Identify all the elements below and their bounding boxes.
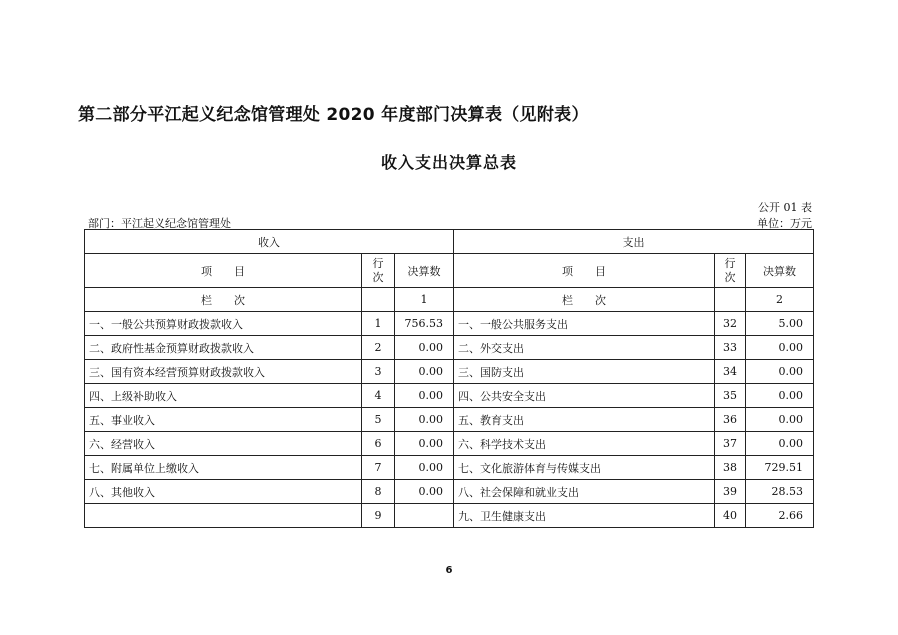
income-item-header: 项 目	[85, 254, 362, 288]
expense-item-cell: 三、国防支出	[454, 360, 715, 384]
expense-line-header: 行次	[715, 254, 746, 288]
table-row	[85, 312, 814, 336]
column-number-row	[85, 288, 814, 312]
income-line-cell: 1	[362, 312, 395, 336]
expense-amount-cell: 729.51	[746, 456, 814, 480]
empty-cell	[715, 288, 746, 312]
expense-amount-header: 决算数	[746, 254, 814, 288]
income-amount-cell	[395, 504, 454, 528]
expense-amount-cell: 0.00	[746, 408, 814, 432]
income-amount-cell: 0.00	[395, 432, 454, 456]
table-row	[85, 432, 814, 456]
table-row	[85, 336, 814, 360]
income-amount-cell: 0.00	[395, 408, 454, 432]
expense-line-cell: 39	[715, 480, 746, 504]
income-column-number: 1	[395, 288, 454, 312]
income-amount-cell: 756.53	[395, 312, 454, 336]
income-amount-cell: 0.00	[395, 360, 454, 384]
table-title: 收入支出决算总表	[380, 153, 517, 172]
expense-amount-cell: 5.00	[746, 312, 814, 336]
expense-column-label: 栏 次	[454, 288, 715, 312]
table-row	[85, 408, 814, 432]
unit-label: 单位：万元	[757, 217, 812, 230]
expense-line-cell: 35	[715, 384, 746, 408]
expense-amount-cell: 2.66	[746, 504, 814, 528]
income-item-cell: 二、政府性基金预算财政拨款收入	[85, 336, 362, 360]
table-row	[85, 504, 814, 528]
income-line-cell: 9	[362, 504, 395, 528]
income-expense-table	[84, 229, 814, 528]
income-item-cell: 七、附属单位上缴收入	[85, 456, 362, 480]
income-line-cell: 6	[362, 432, 395, 456]
expense-item-cell: 二、外交支出	[454, 336, 715, 360]
income-line-cell: 4	[362, 384, 395, 408]
table-row	[85, 384, 814, 408]
expense-item-cell: 九、卫生健康支出	[454, 504, 715, 528]
section-header-row	[85, 230, 814, 254]
income-amount-cell: 0.00	[395, 480, 454, 504]
income-line-cell: 7	[362, 456, 395, 480]
income-item-cell: 一、一般公共预算财政拨款收入	[85, 312, 362, 336]
department-label: 部门：平江起义纪念馆管理处	[88, 217, 231, 230]
table-row	[85, 456, 814, 480]
income-line-cell: 3	[362, 360, 395, 384]
income-item-cell: 四、上级补助收入	[85, 384, 362, 408]
part-title: 第二部分平江起义纪念馆管理处 2020 年度部门决算表（见附表）	[78, 105, 589, 125]
expense-item-cell: 四、公共安全支出	[454, 384, 715, 408]
table-row	[85, 360, 814, 384]
income-amount-header: 决算数	[395, 254, 454, 288]
income-amount-cell: 0.00	[395, 336, 454, 360]
expense-line-cell: 33	[715, 336, 746, 360]
income-line-cell: 2	[362, 336, 395, 360]
column-header-row	[85, 254, 814, 288]
expense-item-cell: 八、社会保障和就业支出	[454, 480, 715, 504]
income-line-header: 行次	[362, 254, 395, 288]
income-item-cell: 六、经营收入	[85, 432, 362, 456]
expense-amount-cell: 0.00	[746, 384, 814, 408]
income-item-cell: 五、事业收入	[85, 408, 362, 432]
income-line-cell: 5	[362, 408, 395, 432]
expense-line-cell: 38	[715, 456, 746, 480]
expense-line-cell: 34	[715, 360, 746, 384]
expense-item-cell: 一、一般公共服务支出	[454, 312, 715, 336]
income-item-cell: 八、其他收入	[85, 480, 362, 504]
income-column-label: 栏 次	[85, 288, 362, 312]
income-item-cell: 三、国有资本经营预算财政拨款收入	[85, 360, 362, 384]
table-row	[85, 480, 814, 504]
expense-amount-cell: 0.00	[746, 336, 814, 360]
expense-line-cell: 40	[715, 504, 746, 528]
income-section-header: 收入	[85, 230, 454, 254]
expense-item-cell: 六、科学技术支出	[454, 432, 715, 456]
expense-line-cell: 37	[715, 432, 746, 456]
form-code: 公开 01 表	[758, 201, 812, 214]
expense-amount-cell: 28.53	[746, 480, 814, 504]
income-amount-cell: 0.00	[395, 384, 454, 408]
expense-item-cell: 七、文化旅游体育与传媒支出	[454, 456, 715, 480]
empty-cell	[362, 288, 395, 312]
expense-amount-cell: 0.00	[746, 360, 814, 384]
expense-item-header: 项 目	[454, 254, 715, 288]
page-number: 6	[445, 565, 453, 576]
income-item-cell	[85, 504, 362, 528]
expense-amount-cell: 0.00	[746, 432, 814, 456]
income-line-cell: 8	[362, 480, 395, 504]
expense-line-cell: 32	[715, 312, 746, 336]
expense-section-header: 支出	[454, 230, 814, 254]
expense-item-cell: 五、教育支出	[454, 408, 715, 432]
expense-column-number: 2	[746, 288, 814, 312]
expense-line-cell: 36	[715, 408, 746, 432]
income-amount-cell: 0.00	[395, 456, 454, 480]
